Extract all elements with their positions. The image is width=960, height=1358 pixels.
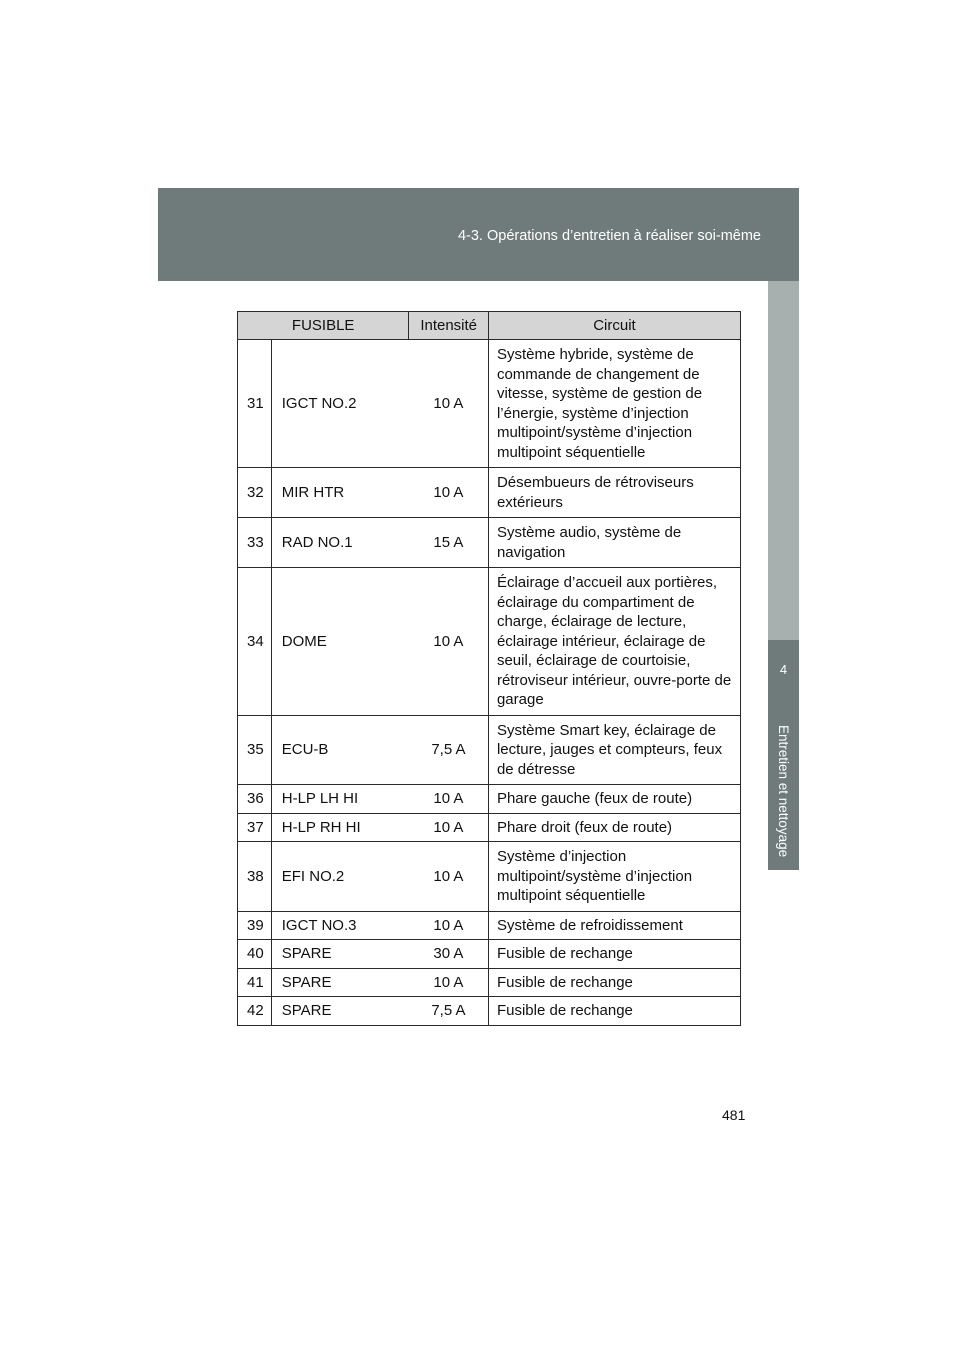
fuse-name: H-LP RH HI <box>271 813 409 842</box>
fuse-name: DOME <box>271 568 409 716</box>
fuse-name: SPARE <box>271 997 409 1026</box>
fuse-circuit: Fusible de rechange <box>488 968 740 997</box>
fuse-number: 40 <box>238 940 272 969</box>
fuse-circuit: Système Smart key, éclairage de lecture, jauges et compteurs, feux de détresse <box>488 715 740 785</box>
fuse-amperage: 7,5 A <box>409 715 489 785</box>
table-row <box>238 911 741 940</box>
fuse-table <box>237 311 741 1026</box>
fuse-number: 31 <box>238 340 272 468</box>
fuse-number: 39 <box>238 911 272 940</box>
chapter-label: Entretien et nettoyage <box>776 724 791 858</box>
table-row <box>238 340 741 468</box>
fuse-name: RAD NO.1 <box>271 518 409 568</box>
fuse-amperage: 10 A <box>409 340 489 468</box>
fuse-number: 37 <box>238 813 272 842</box>
page-number: 481 <box>722 1107 746 1123</box>
fuse-amperage: 10 A <box>409 568 489 716</box>
fuse-number: 42 <box>238 997 272 1026</box>
fuse-number: 35 <box>238 715 272 785</box>
fuse-amperage: 30 A <box>409 940 489 969</box>
fuse-amperage: 10 A <box>409 813 489 842</box>
chapter-number: 4 <box>779 662 788 677</box>
fuse-number: 33 <box>238 518 272 568</box>
fuse-circuit: Système hybride, système de commande de changement de vitesse, système de gestion de l’énergie, système d’injection multipoint/système d’injection multipoint séquentielle <box>488 340 740 468</box>
fuse-amperage: 10 A <box>409 968 489 997</box>
table-row <box>238 785 741 814</box>
fuse-number: 34 <box>238 568 272 716</box>
fuse-name: IGCT NO.3 <box>271 911 409 940</box>
fuse-name: ECU-B <box>271 715 409 785</box>
section-header <box>158 188 799 281</box>
table-row <box>238 468 741 518</box>
section-title: 4-3. Opérations d’entretien à réaliser soi-même <box>457 228 761 244</box>
table-row <box>238 518 741 568</box>
fuse-circuit: Système d’injection multipoint/système d’injection multipoint séquentielle <box>488 842 740 912</box>
fuse-amperage: 10 A <box>409 911 489 940</box>
fuse-amperage: 10 A <box>409 842 489 912</box>
fuse-circuit: Désembueurs de rétroviseurs extérieurs <box>488 468 740 518</box>
column-header-circuit: Circuit <box>488 312 740 340</box>
fuse-amperage: 10 A <box>409 785 489 814</box>
fuse-number: 38 <box>238 842 272 912</box>
fuse-amperage: 10 A <box>409 468 489 518</box>
fuse-name: SPARE <box>271 968 409 997</box>
fuse-circuit: Système audio, système de navigation <box>488 518 740 568</box>
column-header-amperage: Intensité <box>409 312 489 340</box>
table-row <box>238 568 741 716</box>
fuse-circuit: Fusible de rechange <box>488 997 740 1026</box>
fuse-name: EFI NO.2 <box>271 842 409 912</box>
fuse-circuit: Fusible de rechange <box>488 940 740 969</box>
fuse-circuit: Système de refroidissement <box>488 911 740 940</box>
fuse-number: 41 <box>238 968 272 997</box>
table-header-row <box>238 312 741 340</box>
table-row <box>238 715 741 785</box>
fuse-circuit: Phare droit (feux de route) <box>488 813 740 842</box>
table-row <box>238 968 741 997</box>
fuse-amperage: 15 A <box>409 518 489 568</box>
table-row <box>238 842 741 912</box>
fuse-name: MIR HTR <box>271 468 409 518</box>
fuse-number: 36 <box>238 785 272 814</box>
table-row <box>238 813 741 842</box>
column-header-fuse: FUSIBLE <box>238 312 409 340</box>
chapter-tab-text <box>768 188 799 870</box>
fuse-name: H-LP LH HI <box>271 785 409 814</box>
table-row <box>238 940 741 969</box>
fuse-name: SPARE <box>271 940 409 969</box>
fuse-name: IGCT NO.2 <box>271 340 409 468</box>
fuse-number: 32 <box>238 468 272 518</box>
fuse-circuit: Phare gauche (feux de route) <box>488 785 740 814</box>
fuse-circuit: Éclairage d’accueil aux portières, éclairage du compartiment de charge, éclairage de lecture, éclairage intérieur, éclairage de seuil, éclairage de courtoisie, rétroviseur intérieur, ouvre-porte de garage <box>488 568 740 716</box>
fuse-amperage: 7,5 A <box>409 997 489 1026</box>
table-row <box>238 997 741 1026</box>
